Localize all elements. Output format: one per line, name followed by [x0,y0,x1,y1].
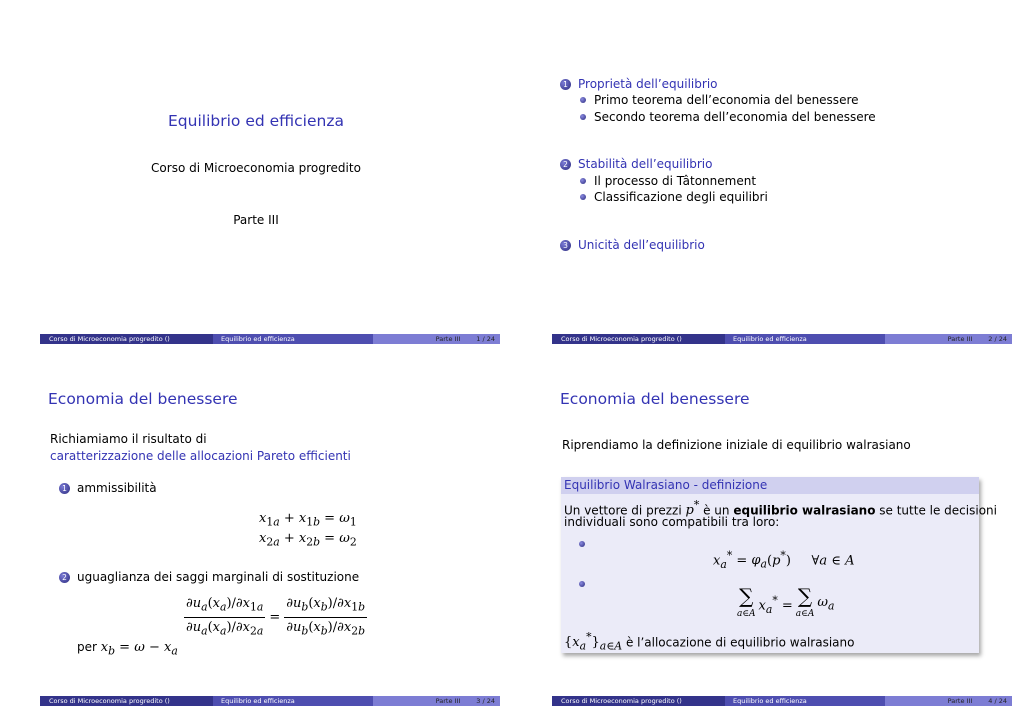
footer-part: Parte III [435,697,461,705]
enum-number-icon: 1 [59,483,70,494]
mrs-equation: $\frac{\partial u_a(x_a)/\partial x_{1a}}{\partial u_a(x_a)/\partial x_{2a}}$ = $\frac{\partial u_b(x_b)/\partial x_{1b}}{\partial u_b(x_b)/\partial x_{2b}}$ [186,596,366,638]
intro-text: Riprendiamo la definizione iniziale di equilibrio walrasiano [562,438,911,452]
market-clearing-equation: ∑ a∈A $x_a^*$ = ∑ a∈A $\omega_a$ [737,584,835,619]
toc-subsection-label: Classificazione degli equilibri [594,190,768,204]
footer-part: Parte III [947,335,973,343]
enum-number-icon: 2 [59,572,70,583]
toc-section-label: Stabilità dell’equilibrio [578,157,713,171]
definition-line-1: Un vettore di prezzi p* è un equilibrio walrasiano se tutte le decisioni [564,499,997,519]
toc-section-2[interactable] [560,157,712,171]
bullet-icon [580,97,586,103]
demand-equation: $x_a^* = \varphi_a(p^*)$ ∀a ∈ A [713,549,855,571]
section-number-icon: 1 [560,79,571,90]
slide-1 [40,0,500,344]
bullet-icon [580,114,586,120]
closing-line: $\{x_a^*\}_{a\in A}$ è l’allocazione di equilibrio walrasiano [564,631,855,653]
footer-page: 3 / 24 [476,697,495,705]
bullet-icon [579,541,585,547]
presentation-title: Equilibrio ed efficienza [168,112,344,130]
footer-topic: Equilibrio ed efficienza [213,696,373,706]
section-number-icon: 3 [560,240,571,251]
toc-subsection[interactable] [580,110,876,124]
feasibility-eq-1: $x_{1a} + x_{1b} = \omega_1$ [259,511,357,529]
feasibility-eq-2: $x_{2a} + x_{2b} = \omega_2$ [259,531,357,549]
slide-footer [40,696,500,706]
toc-section-label: Proprietà dell’equilibrio [578,77,718,91]
footer-part: Parte III [947,697,973,705]
enum-item-2 [59,570,359,584]
presentation-subtitle: Corso di Microeconomia progredito [151,161,361,175]
footer-topic: Equilibrio ed efficienza [725,334,885,344]
toc-section-3[interactable] [560,238,705,252]
definition-block [561,477,997,653]
slide-footer [40,334,500,344]
toc-subsection[interactable] [580,93,859,107]
toc-subsection-label: Secondo teorema dell’economia del benessere [594,110,876,124]
footer-topic: Equilibrio ed efficienza [213,334,373,344]
slide-footer [552,696,1012,706]
footer-course: Corso di Microeconomia progredito () [552,334,725,344]
toc-subsection[interactable] [580,174,756,188]
enum-item-1 [59,481,157,495]
enum-item-label: uguaglianza dei saggi marginali di sostituzione [77,570,360,584]
toc-section-label: Unicità dell’equilibrio [578,238,705,252]
slide-footer [552,334,1012,344]
section-number-icon: 2 [560,159,571,170]
slide-3 [40,362,500,706]
bullet-icon [580,178,586,184]
slide-2 [552,0,1012,344]
toc-subsection[interactable] [580,190,768,204]
footer-page: 1 / 24 [476,335,495,343]
footer-course: Corso di Microeconomia progredito () [40,696,213,706]
toc-subsection-label: Primo teorema dell’economia del benessere [594,93,859,107]
footer-course: Corso di Microeconomia progredito () [552,696,725,706]
bullet-icon [580,194,586,200]
footer-topic: Equilibrio ed efficienza [725,696,885,706]
definition-line-2: individuali sono compatibili tra loro: [564,515,780,529]
footer-part: Parte III [435,335,461,343]
toc-subsection-label: Il processo di Tâtonnement [594,174,757,188]
pareto-link[interactable]: caratterizzazione delle allocazioni Pareto efficienti [50,449,351,463]
bullet-icon [579,581,585,587]
footer-course: Corso di Microeconomia progredito () [40,334,213,344]
footer-page: 2 / 24 [988,335,1007,343]
frame-title: Economia del benessere [560,390,750,408]
frame-title: Economia del benessere [48,390,238,408]
slide-4 [552,362,1012,706]
condition-text: per $x_b = \omega - x_a$ [77,640,178,658]
footer-page: 4 / 24 [988,697,1007,705]
enum-item-label: ammissibilità [77,481,157,495]
toc-section-1[interactable] [560,77,718,91]
block-title: Equilibrio Walrasiano - definizione [561,477,979,494]
presentation-part: Parte III [233,213,279,227]
intro-text: Richiamiamo il risultato di [50,432,207,446]
